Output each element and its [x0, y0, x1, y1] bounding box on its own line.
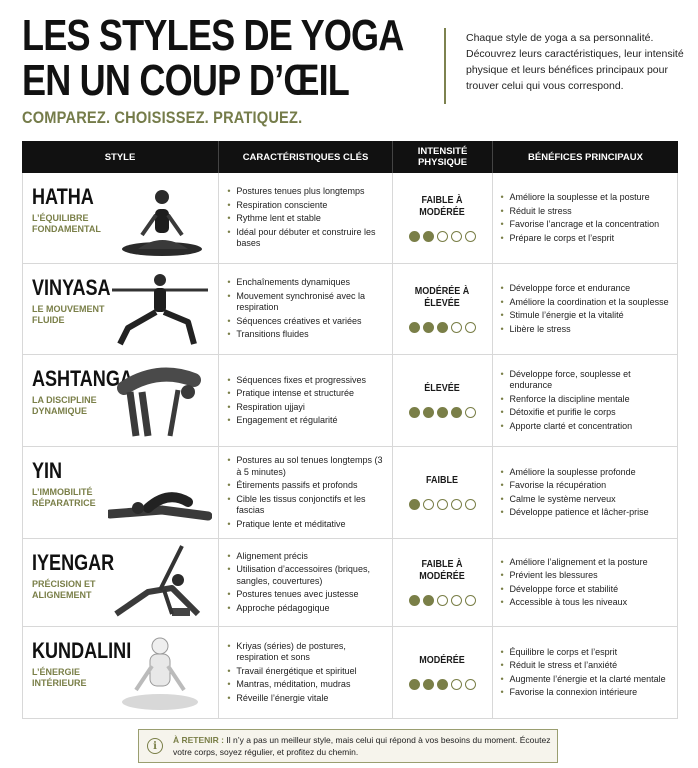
feature-item: • Approche pédagogique — [227, 603, 385, 615]
feature-item: • Engagement et régularité — [227, 415, 385, 427]
intensity-cell — [393, 627, 493, 718]
feature-item: • Pratique lente et méditative — [227, 519, 385, 531]
table-row — [22, 355, 678, 447]
benefit-item: • Améliore la souplesse profonde — [501, 467, 671, 479]
feature-item: • Séquences créatives et variées — [227, 316, 385, 328]
benefit-item: • Développe patience et lâcher-prise — [501, 507, 671, 519]
intensity-dot — [465, 231, 476, 242]
intensity-dot — [465, 407, 476, 418]
benefits-list — [501, 645, 671, 701]
benefit-item: • Favorise la connexion intérieure — [501, 687, 671, 699]
style-name: HATHA — [32, 184, 94, 209]
benefit-item: • Détoxifie et purifie le corps — [501, 407, 671, 419]
yoga-pose-illustration — [108, 630, 212, 712]
feature-item: • Alignement précis — [227, 551, 385, 563]
table-body — [22, 173, 678, 719]
benefits-list — [501, 465, 671, 521]
style-subtitle: L’ÉNERGIE INTÉRIEURE — [32, 667, 87, 688]
table-row — [22, 447, 678, 539]
intensity-dot — [423, 679, 434, 690]
feature-item: • Postures au sol tenues longtemps (3 à 5 minutes) — [227, 455, 385, 478]
intensity-label: FAIBLE À MODÉRÉE — [419, 194, 465, 218]
intensity-dot — [423, 499, 434, 510]
intensity-dot — [451, 595, 462, 606]
table-row — [22, 264, 678, 355]
feature-item: • Postures tenues plus longtemps — [227, 186, 385, 198]
feature-item: • Transitions fluides — [227, 329, 385, 341]
intensity-dot — [423, 322, 434, 333]
intensity-dot — [451, 231, 462, 242]
feature-item: • Réveille l’énergie vitale — [227, 693, 385, 705]
benefit-item: • Augmente l’énergie et la clarté mentale — [501, 674, 671, 686]
intensity-dot — [437, 231, 448, 242]
style-name: VINYASA — [32, 275, 111, 300]
benefit-item: • Favorise la récupération — [501, 480, 671, 492]
intensity-cell — [393, 173, 493, 263]
intensity-dot — [409, 231, 420, 242]
feature-item: • Étirements passifs et profonds — [227, 480, 385, 492]
style-cell — [23, 173, 219, 263]
feature-item: • Travail énergétique et spirituel — [227, 666, 385, 678]
features-list — [227, 549, 385, 617]
intensity-label: ÉLEVÉE — [424, 383, 460, 394]
intensity-cell — [393, 447, 493, 538]
intensity-dot — [465, 322, 476, 333]
benefit-item: • Équilibre le corps et l’esprit — [501, 647, 671, 659]
table-header — [22, 141, 678, 173]
page-subtitle: COMPAREZ. CHOISISSEZ. PRATIQUEZ. — [22, 108, 303, 127]
col-features: CARACTÉRISTIQUES CLÉS — [219, 141, 393, 173]
features-list — [227, 453, 385, 532]
benefit-item: • Accessible à tous les niveaux — [501, 597, 671, 609]
intensity-rating — [409, 499, 476, 510]
intensity-label: MODÉRÉE — [419, 655, 465, 666]
page-header — [0, 0, 698, 140]
intensity-dot — [437, 499, 448, 510]
benefit-item: • Développe force et stabilité — [501, 584, 671, 596]
yoga-pose-illustration — [108, 266, 212, 348]
benefit-item: • Développe force, souplesse et endurance — [501, 369, 671, 392]
intensity-dot — [409, 407, 420, 418]
feature-item: • Enchaînements dynamiques — [227, 277, 385, 289]
yoga-pose-illustration — [108, 175, 212, 257]
yoga-table — [22, 141, 678, 719]
features-cell — [219, 173, 392, 263]
intensity-dot — [423, 231, 434, 242]
benefit-item: • Calme le système nerveux — [501, 494, 671, 506]
yoga-pose-illustration — [108, 358, 212, 440]
feature-item: • Mouvement synchronisé avec la respiration — [227, 291, 385, 314]
title-line-2: EN UN COUP D’ŒIL — [22, 56, 350, 105]
features-list — [227, 275, 385, 343]
col-intensity-label: INTENSITÉ PHYSIQUE — [417, 146, 468, 168]
benefit-item: • Prévient les blessures — [501, 570, 671, 582]
col-benefits: BÉNÉFICES PRINCIPAUX — [528, 151, 643, 163]
features-cell — [219, 539, 392, 626]
intensity-label: FAIBLE — [426, 475, 459, 486]
feature-item: • Respiration consciente — [227, 200, 385, 212]
title-line-1: LES STYLES DE YOGA — [22, 11, 404, 60]
intensity-rating — [409, 679, 476, 690]
style-name: ASHTANGA — [32, 366, 133, 391]
style-subtitle: PRÉCISION ET ALIGNEMENT — [32, 579, 96, 600]
yoga-pose-illustration — [108, 450, 212, 532]
divider — [444, 28, 446, 104]
intensity-dot — [423, 595, 434, 606]
intensity-cell — [393, 539, 493, 626]
features-list — [227, 639, 385, 707]
style-name: YIN — [32, 458, 63, 483]
intensity-dot — [451, 322, 462, 333]
takeaway-label: À RETENIR : — [173, 735, 224, 745]
page-title — [22, 11, 404, 105]
benefit-item: • Développe force et endurance — [501, 283, 671, 295]
intensity-dot — [451, 407, 462, 418]
benefits-cell — [493, 447, 677, 538]
intensity-rating — [409, 322, 476, 333]
feature-item: • Postures tenues avec justesse — [227, 589, 385, 601]
style-subtitle: LE MOUVEMENT FLUIDE — [32, 304, 105, 325]
col-style: STYLE — [22, 141, 219, 173]
benefits-list — [501, 555, 671, 611]
style-cell — [23, 264, 219, 354]
benefits-list — [501, 190, 671, 246]
benefits-cell — [493, 264, 677, 354]
table-row — [22, 539, 678, 627]
intensity-dot — [437, 679, 448, 690]
style-cell — [23, 447, 219, 538]
benefit-item: • Réduit le stress et l’anxiété — [501, 660, 671, 672]
intensity-rating — [409, 595, 476, 606]
style-cell — [23, 539, 219, 626]
intensity-dot — [451, 679, 462, 690]
benefit-item: • Renforce la discipline mentale — [501, 394, 671, 406]
benefit-item: • Stimule l’énergie et la vitalité — [501, 310, 671, 322]
features-cell — [219, 355, 392, 446]
benefits-list — [501, 367, 671, 435]
style-name: IYENGAR — [32, 550, 115, 575]
benefit-item: • Prépare le corps et l’esprit — [501, 233, 671, 245]
intro-text: Chaque style de yoga a sa personnalité. Découvrez leurs caractéristiques, leur intensité physique et leurs bénéfices principaux pour trouver celui qui vous correspond. — [466, 32, 684, 92]
intensity-dot — [437, 407, 448, 418]
feature-item: • Rythme lent et stable — [227, 213, 385, 225]
takeaway-box — [138, 729, 558, 763]
benefits-cell — [493, 539, 677, 626]
intensity-rating — [409, 407, 476, 418]
takeaway-body: Il n’y a pas un meilleur style, mais celui qui répond à vos besoins du moment. Écoutez votre corps, soyez régulier, et profitez du chemin. — [173, 735, 551, 757]
features-list — [227, 373, 385, 429]
benefit-item: • Améliore la coordination et la souplesse — [501, 297, 671, 309]
benefits-cell — [493, 173, 677, 263]
style-cell — [23, 627, 219, 718]
intensity-dot — [437, 322, 448, 333]
intensity-label: MODÉRÉE À ÉLEVÉE — [414, 285, 470, 309]
intensity-dot — [409, 595, 420, 606]
benefit-item: • Libère le stress — [501, 324, 671, 336]
style-subtitle: LA DISCIPLINE DYNAMIQUE — [32, 395, 97, 416]
yoga-pose-illustration — [108, 538, 212, 620]
feature-item: • Kriyas (séries) de postures, respiration et sons — [227, 641, 385, 664]
feature-item: • Séquences fixes et progressives — [227, 375, 385, 387]
features-cell — [219, 627, 392, 718]
intensity-dot — [409, 322, 420, 333]
benefit-item: • Réduit le stress — [501, 206, 671, 218]
benefit-item: • Favorise l’ancrage et la concentration — [501, 219, 671, 231]
feature-item: • Idéal pour débuter et construire les bases — [227, 227, 385, 250]
intensity-dot — [465, 679, 476, 690]
benefit-item: • Améliore l’alignement et la posture — [501, 557, 671, 569]
col-intensity — [393, 141, 493, 173]
benefits-cell — [493, 355, 677, 446]
table-row — [22, 627, 678, 719]
intensity-dot — [451, 499, 462, 510]
intensity-dot — [465, 595, 476, 606]
benefits-cell — [493, 627, 677, 718]
feature-item: • Mantras, méditation, mudras — [227, 679, 385, 691]
style-cell — [23, 355, 219, 446]
intensity-cell — [393, 355, 493, 446]
info-icon: i — [147, 738, 163, 754]
benefits-list — [501, 281, 671, 337]
intensity-cell — [393, 264, 493, 354]
features-cell — [219, 447, 392, 538]
intensity-dot — [423, 407, 434, 418]
feature-item: • Utilisation d’accessoires (briques, sangles, couvertures) — [227, 564, 385, 587]
style-subtitle: L’IMMOBILITÉ RÉPARATRICE — [32, 487, 96, 508]
features-cell — [219, 264, 392, 354]
intensity-dot — [409, 499, 420, 510]
intensity-dot — [409, 679, 420, 690]
intensity-dot — [465, 499, 476, 510]
style-name: KUNDALINI — [32, 638, 132, 663]
benefit-item: • Améliore la souplesse et la posture — [501, 192, 671, 204]
style-subtitle: L’ÉQUILIBRE FONDAMENTAL — [32, 213, 101, 234]
intensity-rating — [409, 231, 476, 242]
feature-item: • Respiration ujjayi — [227, 402, 385, 414]
intensity-dot — [437, 595, 448, 606]
table-row — [22, 173, 678, 264]
takeaway-text — [173, 734, 557, 758]
feature-item: • Cible les tissus conjonctifs et les fascias — [227, 494, 385, 517]
features-list — [227, 184, 385, 252]
feature-item: • Pratique intense et structurée — [227, 388, 385, 400]
benefit-item: • Apporte clarté et concentration — [501, 421, 671, 433]
intensity-label: FAIBLE À MODÉRÉE — [419, 559, 465, 582]
